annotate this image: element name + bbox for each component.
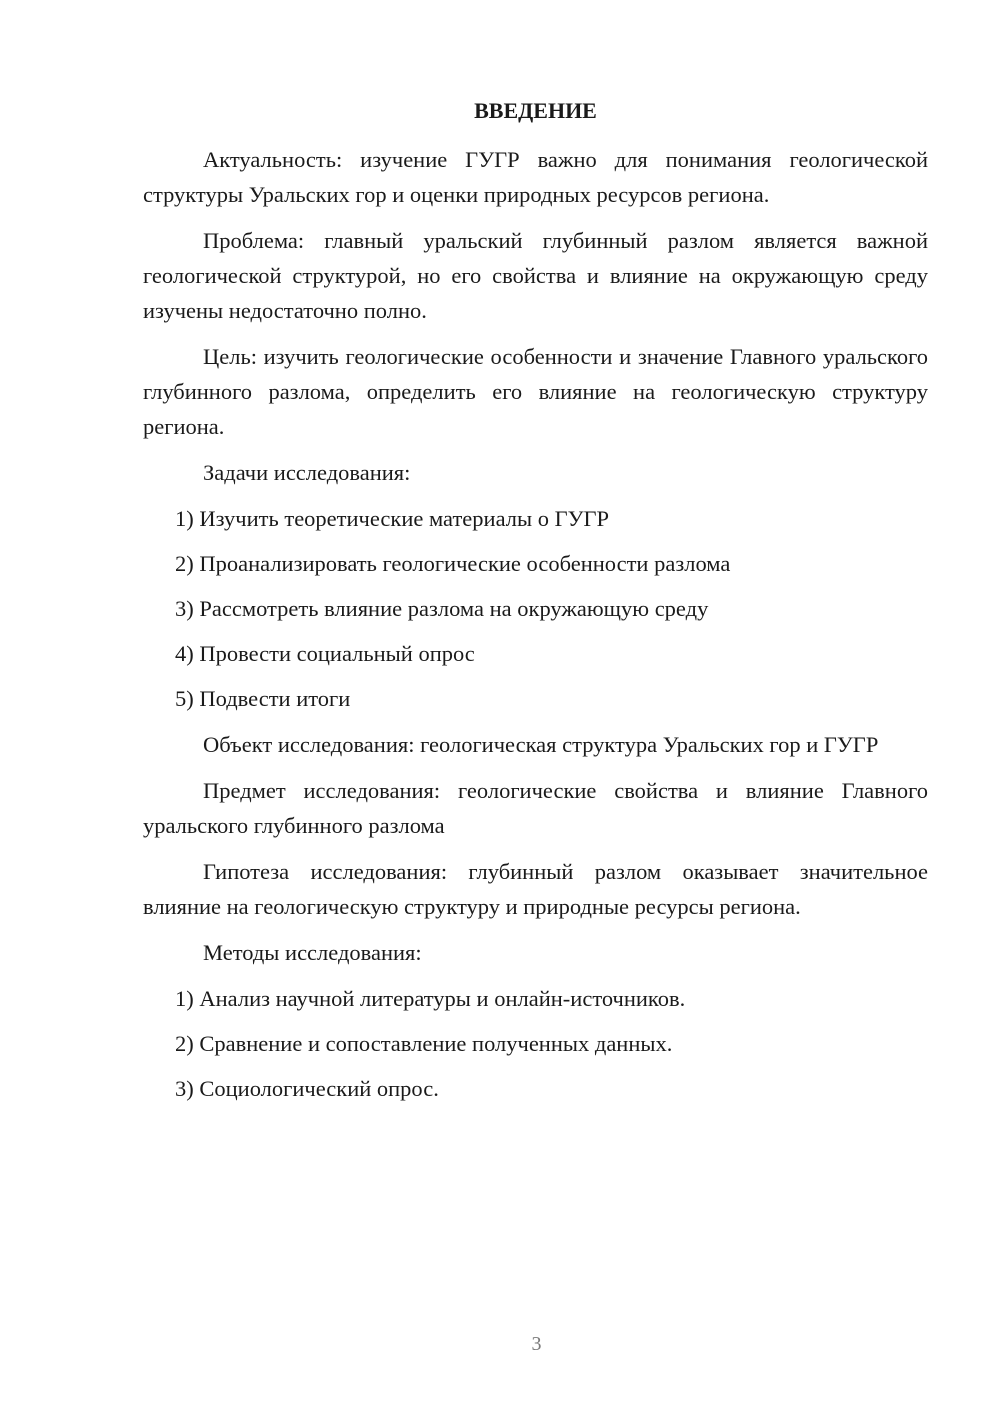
method-item: 2) Сравнение и сопоставление полученных данных. (175, 1031, 673, 1056)
section-heading: ВВЕДЕНИЕ (474, 98, 597, 123)
task-item: 1) Изучить теоретические материалы о ГУГР (175, 506, 610, 531)
task-item: 5) Подвести итоги (175, 686, 351, 711)
method-item: 1) Анализ научной литературы и онлайн-источников. (175, 986, 686, 1011)
page-number: 3 (531, 1333, 542, 1355)
method-item: 3) Социологический опрос. (175, 1076, 439, 1101)
page-content (143, 96, 928, 1116)
goal-paragraph: Цель: изучить геологические особенности и значение Главного уральского глубинного разлома, определить его влияние на геологическую структуру региона. (143, 344, 928, 439)
tasks-title: Задачи исследования: (203, 460, 411, 485)
methods-title: Методы исследования: (203, 940, 422, 965)
hypothesis-paragraph: Гипотеза исследования: глубинный разлом оказывает значительное влияние на геологическую структуру и природные ресурсы региона. (143, 859, 928, 919)
task-item: 2) Проанализировать геологические особенности разлома (175, 551, 731, 576)
object-paragraph: Объект исследования: геологическая структура Уральских гор и ГУГР (203, 732, 879, 757)
relevance-paragraph: Актуальность: изучение ГУГР важно для понимания геологической структуры Уральских гор и оценки природных ресурсов региона. (143, 147, 928, 207)
task-item: 4) Провести социальный опрос (175, 641, 475, 666)
problem-paragraph: Проблема: главный уральский глубинный разлом является важной геологической структурой, но его свойства и влияние на окружающую среду изучены недостаточно полно. (143, 228, 928, 323)
subject-paragraph: Предмет исследования: геологические свойства и влияние Главного уральского глубинного разлома (143, 778, 928, 838)
task-item: 3) Рассмотреть влияние разлома на окружающую среду (175, 596, 709, 621)
